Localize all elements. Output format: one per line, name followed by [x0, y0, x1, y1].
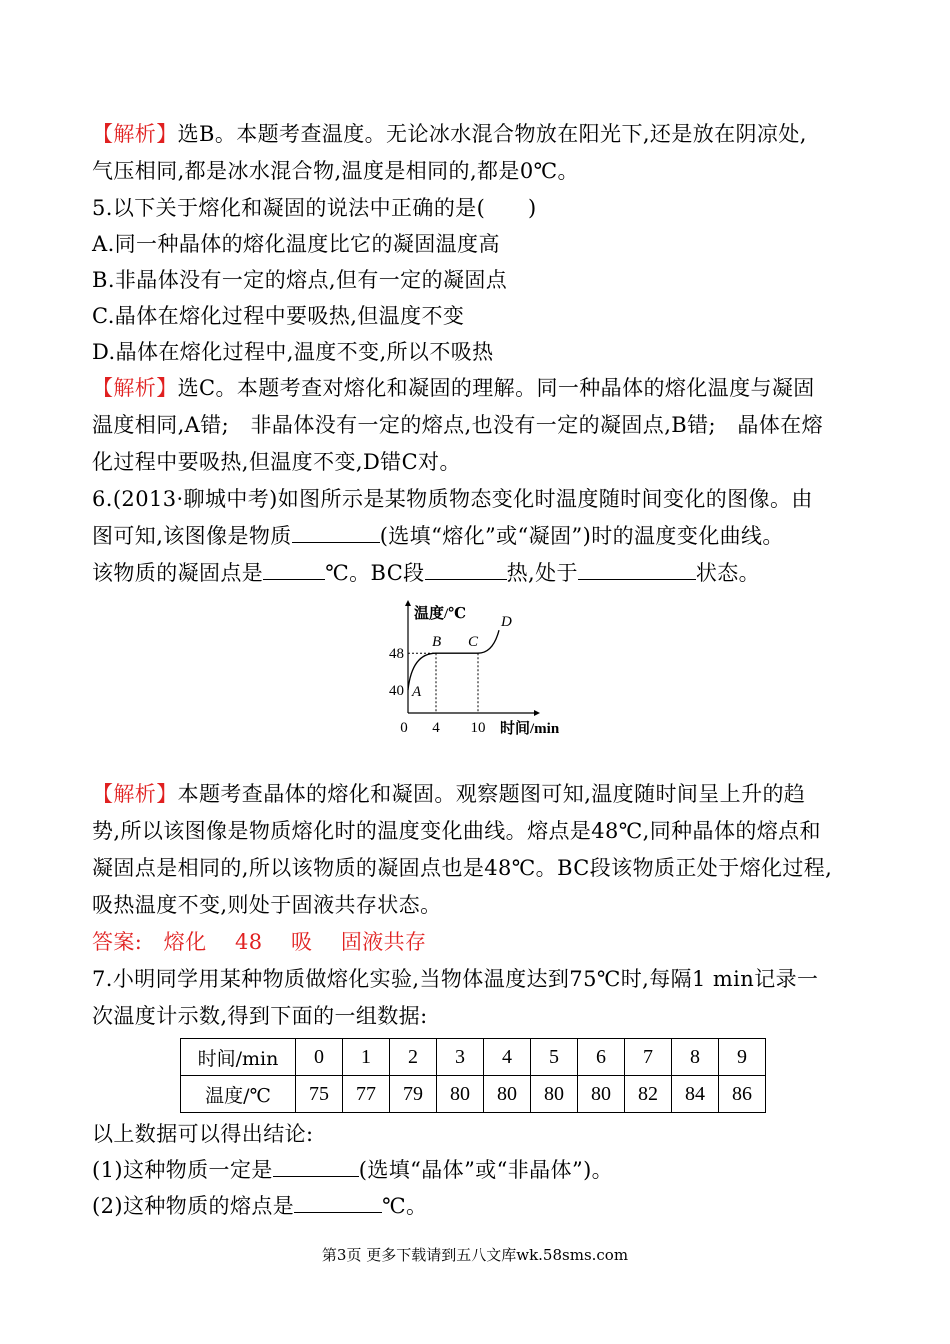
y-axis-arrow: [405, 600, 411, 606]
x-tick-label: 0: [400, 720, 408, 736]
page-footer: 第3页 更多下载请到五八文库wk.58sms.com: [321, 1246, 629, 1264]
point-label-d: D: [501, 614, 512, 631]
answer-blank[interactable]: [273, 1156, 359, 1177]
q5-analysis-line3: 化过程中要吸热,但温度不变,D错C对。: [92, 450, 461, 474]
data-table: [180, 1038, 766, 1113]
x-tick-label: 10: [470, 720, 486, 736]
answer-blank[interactable]: [294, 1192, 382, 1213]
analysis-tag: 【解析】: [92, 782, 178, 806]
q6-answer: 答案: 熔化 48 吸 固液共存: [92, 930, 427, 954]
table-cell: 9: [719, 1039, 766, 1076]
table-cell: 86: [719, 1076, 766, 1113]
table-cell: 79: [390, 1076, 437, 1113]
answer-blank[interactable]: [578, 559, 696, 580]
q5-analysis-line2: 温度相同,A错; 非晶体没有一定的熔点,也没有一定的凝固点,B错; 晶体在熔: [92, 413, 823, 437]
q7-sub2: (2)这种物质的熔点是 ℃。: [92, 1194, 428, 1218]
x-axis-arrow: [534, 710, 540, 716]
point-label-b: B: [432, 634, 442, 651]
table-header-time: 时间/min: [181, 1039, 296, 1076]
q7-conclusion: 以上数据可以得出结论:: [92, 1122, 314, 1146]
table-cell: 75: [296, 1076, 343, 1113]
q6-line1: 6.(2013·聊城中考)如图所示是某物质物态变化时温度随时间变化的图像。由: [92, 487, 813, 511]
q5-option-a: A.同一种晶体的熔化温度比它的凝固温度高: [92, 232, 500, 256]
answer-blank[interactable]: [263, 559, 325, 580]
q5-option-d: D.晶体在熔化过程中,温度不变,所以不吸热: [92, 340, 494, 364]
y-tick-label: 48: [389, 646, 404, 663]
table-cell: 80: [437, 1076, 484, 1113]
table-cell: 0: [296, 1039, 343, 1076]
table-cell: 77: [343, 1076, 390, 1113]
point-label-a: A: [412, 684, 422, 700]
table-cell: 80: [578, 1076, 625, 1113]
analysis-tag: 【解析】: [92, 376, 178, 400]
q7-line1: 7.小明同学用某种物质做熔化实验,当物体温度达到75℃时,每隔1 min记录一: [92, 967, 819, 991]
answer-blank[interactable]: [292, 522, 380, 543]
x-tick-label: 4: [432, 720, 440, 736]
table-cell: 8: [672, 1039, 719, 1076]
q6-analysis-line3: 凝固点是相同的,所以该物质的凝固点也是48℃。BC段该物质正处于熔化过程,: [92, 856, 833, 880]
point-label-c: C: [468, 634, 479, 651]
table-row-temp: [181, 1076, 766, 1113]
x-axis-label: 时间/min: [500, 721, 560, 737]
table-header-temp: 温度/℃: [181, 1076, 296, 1113]
table-cell: 7: [625, 1039, 672, 1076]
table-cell: 84: [672, 1076, 719, 1113]
q4-analysis-line2: 气压相同,都是冰水混合物,温度是相同的,都是0℃。: [92, 159, 579, 183]
q6-line2: 图可知,该图像是物质 (选填“熔化”或“凝固”)时的温度变化曲线。: [92, 524, 784, 548]
table-row-time: [181, 1039, 766, 1076]
y-axis-label: 温度/℃: [414, 606, 467, 622]
table-cell: 5: [531, 1039, 578, 1076]
table-cell: 1: [343, 1039, 390, 1076]
q6-analysis-line1: 【解析】本题考查晶体的熔化和凝固。观察题图可知,温度随时间呈上升的趋: [92, 782, 806, 806]
q4-analysis-line1: 【解析】选B。本题考查温度。无论冰水混合物放在阳光下,还是放在阴凉处,: [92, 122, 807, 146]
q7-line2: 次温度计示数,得到下面的一组数据:: [92, 1004, 428, 1028]
table-cell: 80: [484, 1076, 531, 1113]
y-tick-label: 40: [389, 683, 404, 699]
table-cell: 6: [578, 1039, 625, 1076]
q5-stem: 5.以下关于熔化和凝固的说法中正确的是( ): [92, 196, 537, 220]
curve-segment-cd: [478, 630, 499, 653]
q6-analysis-line4: 吸热温度不变,则处于固液共存状态。: [92, 893, 442, 917]
table-cell: 82: [625, 1076, 672, 1113]
q5-option-c: C.晶体在熔化过程中要吸热,但温度不变: [92, 304, 465, 328]
table-cell: 2: [390, 1039, 437, 1076]
table-cell: 4: [484, 1039, 531, 1076]
q6-line3: 该物质的凝固点是 ℃。BC段 热,处于 状态。: [92, 561, 761, 585]
q5-option-b: B.非晶体没有一定的熔点,但有一定的凝固点: [92, 268, 508, 292]
analysis-tag: 【解析】: [92, 122, 178, 146]
answer-blank[interactable]: [425, 559, 507, 580]
table-cell: 80: [531, 1076, 578, 1113]
table-cell: 3: [437, 1039, 484, 1076]
q5-analysis-line1: 【解析】选C。本题考查对熔化和凝固的理解。同一种晶体的熔化温度与凝固: [92, 376, 815, 400]
q6-analysis-line2: 势,所以该图像是物质熔化时的温度变化曲线。熔点是48℃,同种晶体的熔点和: [92, 819, 821, 843]
temperature-time-chart: [370, 596, 590, 746]
q7-sub1: (1)这种物质一定是 (选填“晶体”或“非晶体”)。: [92, 1158, 614, 1182]
